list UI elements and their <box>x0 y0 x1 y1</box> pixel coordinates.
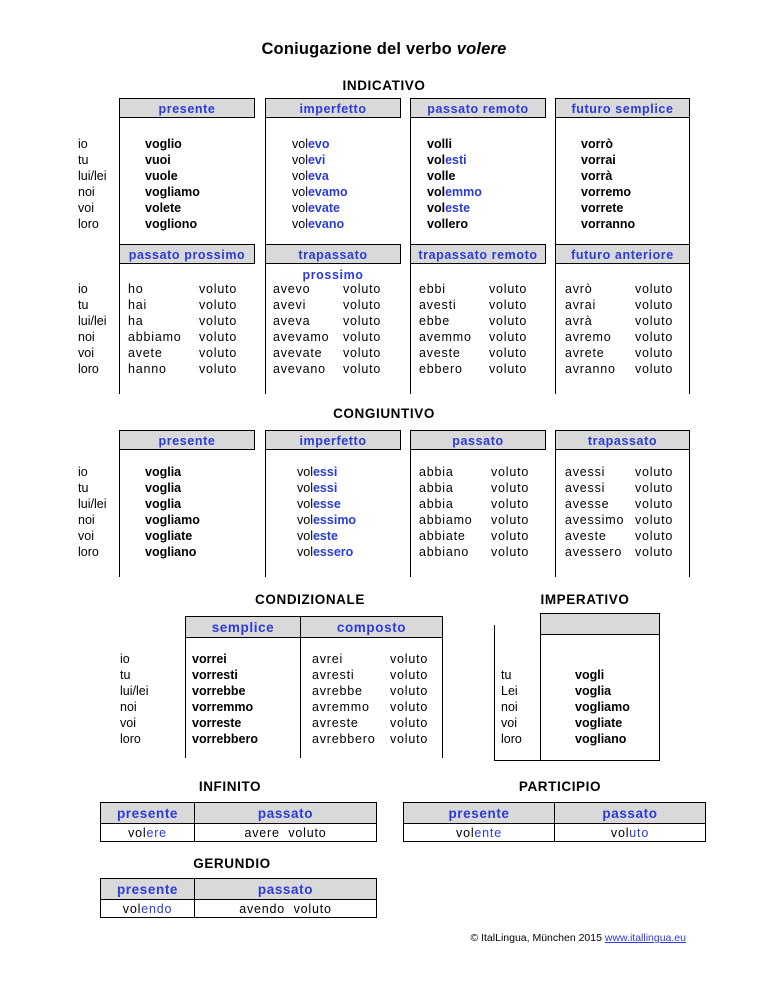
list-item: avessi <box>565 481 606 495</box>
footer-link[interactable]: www.itallingua.eu <box>604 932 686 944</box>
list-item: avete <box>128 346 163 360</box>
list-item: ebbe <box>419 314 451 328</box>
participle-list <box>635 281 673 377</box>
list-item: volli <box>427 137 453 151</box>
list-item: tu <box>78 298 89 312</box>
pronoun-list <box>120 651 149 747</box>
list-item: avevano <box>273 362 326 376</box>
participle: voluto <box>635 330 674 344</box>
list-item: voi <box>120 716 136 730</box>
list-item: tu <box>78 481 89 495</box>
participle: voluto <box>343 314 382 328</box>
list-item: vogliono <box>145 217 198 231</box>
footer-text: © ItalLingua, München 2015 <box>470 932 605 944</box>
list-item: vuoi <box>145 153 171 167</box>
participle: voluto <box>390 684 429 698</box>
participle: voluto <box>635 529 674 543</box>
section-gerundio: GERUNDIO <box>193 856 271 871</box>
participle: voluto <box>635 282 674 296</box>
ind-aux-tp-list <box>273 281 329 377</box>
list-item: hai <box>128 298 148 312</box>
participle: voluto <box>491 481 530 495</box>
participle: voluto <box>635 465 674 479</box>
participle: voluto <box>635 314 674 328</box>
participle: voluto <box>343 330 382 344</box>
list-item: volevate <box>292 201 340 215</box>
header-ind-futuro-anteriore: futuro anteriore <box>555 244 690 264</box>
infinito-presente: volere <box>100 824 195 842</box>
cond-semplice-list <box>192 651 258 747</box>
participle-list <box>343 281 381 377</box>
cong-imperfetto-list <box>297 464 356 560</box>
list-item: avreste <box>312 716 359 730</box>
header-ind-presente: presente <box>119 98 255 118</box>
participle: voluto <box>199 330 238 344</box>
list-item: abbiamo <box>128 330 182 344</box>
list-item: avrebbe <box>312 684 363 698</box>
participle: voluto <box>343 362 382 376</box>
list-item: noi <box>78 513 95 527</box>
ind-presente-list <box>145 136 200 232</box>
imperativo-pronoun-list <box>501 667 522 747</box>
participio-passato: voluto <box>554 824 706 842</box>
section-congiuntivo: CONGIUNTIVO <box>333 406 435 421</box>
participle: voluto <box>199 298 238 312</box>
list-item: abbia <box>419 465 454 479</box>
list-item: avessimo <box>565 513 625 527</box>
header-cong-trapassato: trapassato <box>555 430 690 450</box>
header-gerundio-passato: passato <box>194 878 377 900</box>
header-cond-semplice: semplice <box>185 616 301 638</box>
participle: voluto <box>199 346 238 360</box>
participle: voluto <box>635 497 674 511</box>
list-item: loro <box>78 217 99 231</box>
list-item: vorrò <box>581 137 613 151</box>
footer <box>470 932 686 944</box>
pronoun-list <box>78 464 107 560</box>
list-item: vogliate <box>575 716 623 730</box>
list-item: tu <box>78 153 89 167</box>
participle: voluto <box>489 282 528 296</box>
list-item: avranno <box>565 362 616 376</box>
header-cong-presente: presente <box>119 430 255 450</box>
list-item: noi <box>120 700 137 714</box>
participle: voluto <box>343 298 382 312</box>
list-item: abbiamo <box>419 513 473 527</box>
list-item: aveste <box>565 529 607 543</box>
list-item: noi <box>501 700 518 714</box>
list-item: avevate <box>273 346 323 360</box>
list-item: avesse <box>565 497 610 511</box>
participle-list <box>489 281 527 377</box>
list-item: aveva <box>273 314 311 328</box>
list-item: hanno <box>128 362 167 376</box>
list-item: lui/lei <box>120 684 149 698</box>
ind-aux-tr-list <box>419 281 472 377</box>
participle: voluto <box>635 513 674 527</box>
header-infinito-presente: presente <box>100 802 195 824</box>
participle: voluto <box>390 732 429 746</box>
list-item: voglia <box>145 481 182 495</box>
header-ind-trapassato-remoto: trapassato remoto <box>410 244 546 264</box>
participle-list <box>635 464 673 560</box>
list-item: loro <box>501 732 522 746</box>
list-item: avremmo <box>312 700 370 714</box>
title-prefix: Coniugazione del verbo <box>261 40 457 58</box>
header-ind-passato-prossimo: passato prossimo <box>119 244 255 264</box>
list-item: vuole <box>145 169 178 183</box>
list-item: vorranno <box>581 217 636 231</box>
list-item: Lei <box>501 684 518 698</box>
participle: voluto <box>343 282 382 296</box>
page-title <box>0 40 768 59</box>
cong-aux-pa-list <box>419 464 473 560</box>
section-participio: PARTICIPIO <box>518 779 602 794</box>
pronoun-list <box>78 136 107 232</box>
participle: voluto <box>491 497 530 511</box>
participle: voluto <box>390 700 429 714</box>
list-item: avrete <box>565 346 605 360</box>
list-item: volemmo <box>427 185 482 199</box>
list-item: voglia <box>575 684 612 698</box>
cong-presente-list <box>145 464 200 560</box>
list-item: noi <box>78 330 95 344</box>
participle: voluto <box>199 314 238 328</box>
list-item: voglia <box>145 465 182 479</box>
participle: voluto <box>390 652 429 666</box>
section-indicativo: INDICATIVO <box>342 78 426 93</box>
participle: voluto <box>491 465 530 479</box>
list-item: noi <box>78 185 95 199</box>
list-item: voleva <box>292 169 329 183</box>
list-item: volessero <box>297 545 354 559</box>
list-item: vorrai <box>581 153 616 167</box>
section-infinito: INFINITO <box>198 779 262 794</box>
list-item: volevamo <box>292 185 348 199</box>
list-item: ebbi <box>419 282 446 296</box>
participio-presente: volente <box>403 824 555 842</box>
ind-aux-pp-list <box>128 281 182 377</box>
ind-futuro-list <box>581 136 635 232</box>
participle: voluto <box>491 545 530 559</box>
list-item: volessimo <box>297 513 357 527</box>
list-item: avevi <box>273 298 307 312</box>
header-participio-passato: passato <box>554 802 706 824</box>
list-item: ho <box>128 282 144 296</box>
participle: voluto <box>489 330 528 344</box>
list-item: avesti <box>419 298 457 312</box>
participle: voluto <box>390 668 429 682</box>
list-item: loro <box>78 362 99 376</box>
cond-aux-list <box>312 651 376 747</box>
list-item: vogliano <box>575 732 627 746</box>
ind-imperfetto-list <box>292 136 348 232</box>
header-imperativo <box>540 613 660 635</box>
participle: voluto <box>491 529 530 543</box>
list-item: volessi <box>297 465 338 479</box>
list-item: voglia <box>145 497 182 511</box>
list-item: volesti <box>427 153 467 167</box>
list-item: tu <box>501 668 512 682</box>
list-item: voi <box>501 716 517 730</box>
participle: voluto <box>489 362 528 376</box>
list-item: avrei <box>312 652 344 666</box>
list-item: vogliano <box>145 545 197 559</box>
header-infinito-passato: passato <box>194 802 377 824</box>
list-item: avremo <box>565 330 612 344</box>
participle: voluto <box>489 314 528 328</box>
list-item: avrà <box>565 314 593 328</box>
list-item: abbia <box>419 497 454 511</box>
gerundio-passato: avendo voluto <box>194 900 377 918</box>
list-item: avrò <box>565 282 593 296</box>
list-item: vorrà <box>581 169 613 183</box>
participle: voluto <box>489 346 528 360</box>
list-item: avrai <box>565 298 597 312</box>
list-item: loro <box>78 545 99 559</box>
list-item: lui/lei <box>78 169 107 183</box>
header-ind-imperfetto: imperfetto <box>265 98 401 118</box>
participle: voluto <box>343 346 382 360</box>
section-imperativo: IMPERATIVO <box>540 592 630 607</box>
list-item: volevi <box>292 153 326 167</box>
header-gerundio-presente: presente <box>100 878 195 900</box>
list-item: volete <box>145 201 182 215</box>
list-item: vogliamo <box>145 185 200 199</box>
list-item: avevamo <box>273 330 330 344</box>
list-item: lui/lei <box>78 314 107 328</box>
list-item: voglio <box>145 137 182 151</box>
participle: voluto <box>635 346 674 360</box>
cong-aux-tr-list <box>565 464 624 560</box>
header-cong-imperfetto: imperfetto <box>265 430 401 450</box>
ind-aux-fa-list <box>565 281 616 377</box>
participle: voluto <box>635 481 674 495</box>
list-item: vollero <box>427 217 468 231</box>
pronoun-list <box>78 281 107 377</box>
participle: voluto <box>635 298 674 312</box>
list-item: avrebbero <box>312 732 376 746</box>
list-item: avemmo <box>419 330 472 344</box>
list-item: vorremo <box>581 185 632 199</box>
list-item: volle <box>427 169 456 183</box>
list-item: avevo <box>273 282 311 296</box>
header-cond-composto: composto <box>300 616 443 638</box>
list-item: avessi <box>565 465 606 479</box>
participle: voluto <box>489 298 528 312</box>
imperativo-forms-list <box>575 667 630 747</box>
list-item: tu <box>120 668 131 682</box>
list-item: voi <box>78 346 94 360</box>
list-item: voi <box>78 201 94 215</box>
header-ind-passato-remoto: passato remoto <box>410 98 546 118</box>
list-item: io <box>78 465 88 479</box>
participle: voluto <box>491 513 530 527</box>
list-item: io <box>120 652 130 666</box>
list-item: io <box>78 282 88 296</box>
header-ind-futuro-semplice: futuro semplice <box>555 98 690 118</box>
infinito-passato: avere voluto <box>194 824 377 842</box>
list-item: lui/lei <box>78 497 107 511</box>
list-item: vorreste <box>192 716 242 730</box>
list-item: io <box>78 137 88 151</box>
list-item: voi <box>78 529 94 543</box>
list-item: volessi <box>297 481 338 495</box>
participle: voluto <box>390 716 429 730</box>
participle-list <box>199 281 237 377</box>
list-item: vogli <box>575 668 605 682</box>
list-item: volevano <box>292 217 345 231</box>
list-item: avessero <box>565 545 623 559</box>
list-item: ha <box>128 314 144 328</box>
list-item: vorrebbe <box>192 684 246 698</box>
list-item: abbiate <box>419 529 466 543</box>
participle-list <box>390 651 428 747</box>
participle: voluto <box>635 545 674 559</box>
header-participio-presente: presente <box>403 802 555 824</box>
list-item: aveste <box>419 346 461 360</box>
list-item: vorremmo <box>192 700 254 714</box>
list-item: loro <box>120 732 141 746</box>
header-ind-trapassato-prossimo: trapassato prossimo <box>265 244 401 264</box>
list-item: vogliamo <box>575 700 630 714</box>
title-verb: volere <box>456 40 507 58</box>
list-item: vogliate <box>145 529 193 543</box>
section-condizionale: CONDIZIONALE <box>255 592 365 607</box>
list-item: abbia <box>419 481 454 495</box>
list-item: volesse <box>297 497 341 511</box>
list-item: voleste <box>297 529 339 543</box>
list-item: avresti <box>312 668 355 682</box>
list-item: voleste <box>427 201 471 215</box>
gerundio-presente: volendo <box>100 900 195 918</box>
list-item: vorresti <box>192 668 238 682</box>
ind-passato-remoto-list <box>427 136 482 232</box>
participle: voluto <box>199 282 238 296</box>
list-item: abbiano <box>419 545 470 559</box>
list-item: vorrei <box>192 652 227 666</box>
list-item: vorrebbero <box>192 732 258 746</box>
list-item: volevo <box>292 137 330 151</box>
participle: voluto <box>635 362 674 376</box>
header-cong-passato: passato <box>410 430 546 450</box>
participle-list <box>491 464 529 560</box>
list-item: vogliamo <box>145 513 200 527</box>
list-item: ebbero <box>419 362 463 376</box>
list-item: vorrete <box>581 201 624 215</box>
participle: voluto <box>199 362 238 376</box>
